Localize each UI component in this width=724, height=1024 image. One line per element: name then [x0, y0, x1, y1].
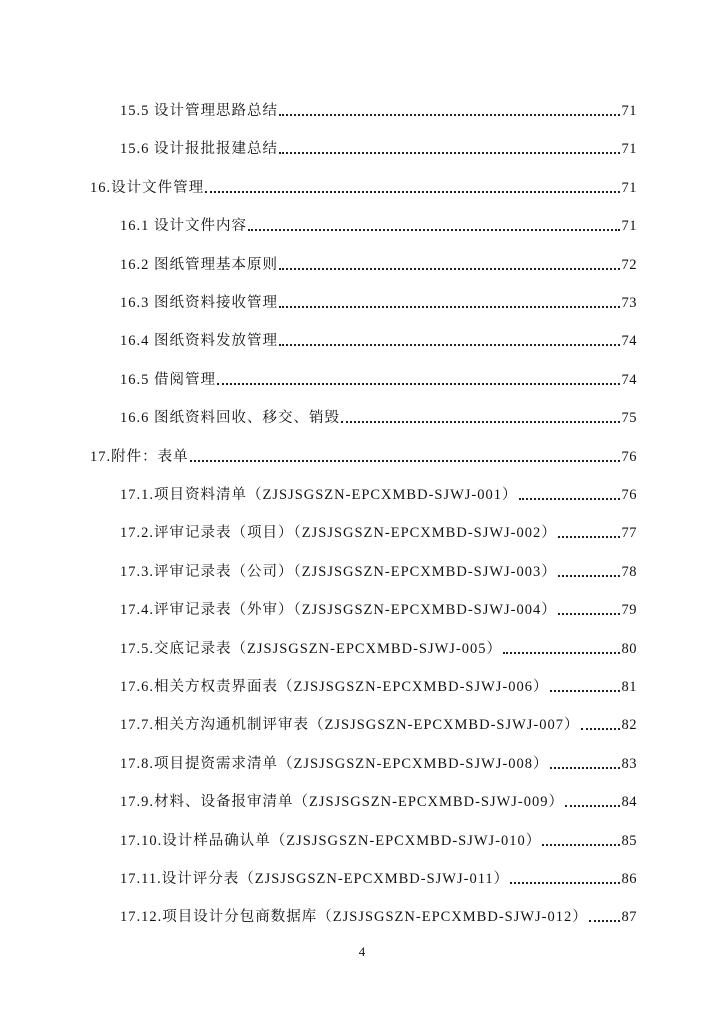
- toc-leader-dots: [558, 536, 620, 538]
- toc-entry-page: 71: [621, 218, 637, 235]
- toc-entry[interactable]: [120, 749, 637, 773]
- toc-entry-page: 76: [621, 487, 637, 503]
- toc-leader-dots: [248, 229, 620, 231]
- toc-entry[interactable]: [120, 288, 637, 312]
- toc-entry-title: 16.3 图纸资料接收管理: [120, 295, 278, 311]
- toc-leader-dots: [581, 728, 620, 730]
- toc-entry-title: 16.1 设计文件内容: [120, 218, 247, 235]
- toc-entry[interactable]: [120, 365, 637, 389]
- toc-entry[interactable]: [120, 864, 637, 888]
- toc-entry-page: 80: [621, 640, 637, 657]
- toc-entry-title: 17.9.材料、设备报审清单（ZJSJSGSZN-EPCXMBD-SJWJ-009）: [120, 794, 565, 811]
- toc-leader-dots: [558, 575, 620, 577]
- toc-entry-page: 75: [621, 410, 637, 427]
- toc-leader-dots: [510, 882, 619, 884]
- toc-leader-dots: [190, 460, 620, 462]
- toc-entry[interactable]: [120, 634, 637, 658]
- toc-entry[interactable]: [120, 557, 637, 581]
- page-number: 4: [358, 944, 366, 959]
- toc-leader-dots: [542, 844, 619, 846]
- toc-leader-dots: [519, 498, 620, 500]
- toc-leader-dots: [589, 920, 620, 922]
- toc-entry[interactable]: [120, 518, 637, 542]
- toc-leader-dots: [279, 344, 620, 346]
- toc-entry-title: 16.6 图纸资料回收、移交、销毁: [120, 410, 340, 427]
- toc-entry-page: 74: [621, 371, 637, 388]
- toc-leader-dots: [550, 690, 620, 692]
- toc-entry-title: 17.12.项目设计分包商数据库（ZJSJSGSZN-EPCXMBD-SJWJ-012）: [120, 909, 588, 926]
- toc-entry-page: 81: [621, 679, 637, 695]
- toc-entry-page: 76: [621, 448, 637, 465]
- toc-entry-title: 17.10.设计样品确认单（ZJSJSGSZN-EPCXMBD-SJWJ-010）: [120, 832, 542, 849]
- toc-entry-title: 17.2.评审记录表（项目）（ZJSJSGSZN-EPCXMBD-SJWJ-002）: [120, 525, 557, 542]
- toc-entry[interactable]: [120, 211, 637, 235]
- toc-entry[interactable]: [120, 134, 637, 158]
- toc-entry-page: 77: [621, 525, 637, 542]
- toc-entry-title: 17.3.评审记录表（公司）（ZJSJSGSZN-EPCXMBD-SJWJ-003）: [120, 563, 557, 580]
- toc-entry[interactable]: [120, 902, 637, 926]
- toc-entry-page: 73: [621, 295, 637, 311]
- toc-leader-dots: [279, 268, 620, 270]
- toc-entry-title: 17.8.项目提资需求清单（ZJSJSGSZN-EPCXMBD-SJWJ-008）: [120, 755, 549, 772]
- toc-entry-title: 17.1.项目资料清单（ZJSJSGSZN-EPCXMBD-SJWJ-001）: [120, 487, 518, 503]
- toc-entry-title: 16.4 图纸资料发放管理: [120, 333, 278, 350]
- toc-leader-dots: [558, 613, 620, 615]
- toc-entry[interactable]: [120, 826, 637, 850]
- toc-entry-page: 74: [621, 333, 637, 350]
- toc-entry[interactable]: [120, 672, 637, 696]
- toc-entry[interactable]: [120, 250, 637, 274]
- toc-entry[interactable]: [120, 710, 637, 734]
- toc-entry-page: 82: [621, 717, 637, 734]
- toc-entry-page: 78: [621, 563, 637, 580]
- toc-leader-dots: [341, 421, 620, 423]
- toc-leader-dots: [205, 191, 619, 193]
- toc-leader-dots: [279, 306, 620, 308]
- toc-entry-page: 71: [621, 141, 637, 158]
- toc-entry-title: 15.6 设计报批报建总结: [120, 141, 278, 158]
- toc-entry-page: 85: [621, 832, 637, 849]
- toc-entry[interactable]: [90, 442, 637, 466]
- toc-leader-dots: [550, 767, 620, 769]
- toc-entry-title: 17.6.相关方权责界面表（ZJSJSGSZN-EPCXMBD-SJWJ-006）: [120, 679, 549, 695]
- toc-entry-title: 17.11.设计评分表（ZJSJSGSZN-EPCXMBD-SJWJ-011）: [120, 871, 510, 887]
- toc-entry[interactable]: [120, 403, 637, 427]
- toc-entry-page: 83: [621, 755, 637, 772]
- toc-entry-page: 87: [621, 909, 637, 926]
- toc-entry-title: 17.5.交底记录表（ZJSJSGSZN-EPCXMBD-SJWJ-005）: [120, 640, 503, 657]
- toc-entry-title: 17.4.评审记录表（外审）（ZJSJSGSZN-EPCXMBD-SJWJ-004）: [120, 602, 557, 619]
- toc-entry[interactable]: [90, 173, 637, 197]
- toc-entry[interactable]: [120, 787, 637, 811]
- toc-entry-title: 16.设计文件管理: [90, 179, 205, 196]
- toc-entry[interactable]: [120, 595, 637, 619]
- toc-entry-title: 15.5 设计管理思路总结: [120, 103, 278, 119]
- toc-entry-title: 17.附件：表单: [90, 448, 189, 465]
- toc-entry-page: 79: [621, 602, 637, 619]
- toc-entry-title: 16.5 借阅管理: [120, 371, 216, 388]
- toc-entry-page: 71: [621, 179, 637, 196]
- toc-entry-page: 86: [621, 871, 637, 887]
- toc-entry-title: 16.2 图纸管理基本原则: [120, 256, 278, 273]
- toc-entry-page: 84: [621, 794, 637, 811]
- toc-entry[interactable]: [120, 480, 637, 504]
- toc-leader-dots: [565, 805, 619, 807]
- toc-entry-page: 72: [621, 256, 637, 273]
- toc-entry[interactable]: [120, 96, 637, 120]
- toc-leader-dots: [279, 114, 620, 116]
- toc-entry-title: 17.7.相关方沟通机制评审表（ZJSJSGSZN-EPCXMBD-SJWJ-007）: [120, 717, 580, 734]
- toc-leader-dots: [217, 383, 620, 385]
- toc-leader-dots: [279, 152, 620, 154]
- toc-entry[interactable]: [120, 326, 637, 350]
- toc-leader-dots: [503, 652, 619, 654]
- toc-entry-page: 71: [621, 103, 637, 119]
